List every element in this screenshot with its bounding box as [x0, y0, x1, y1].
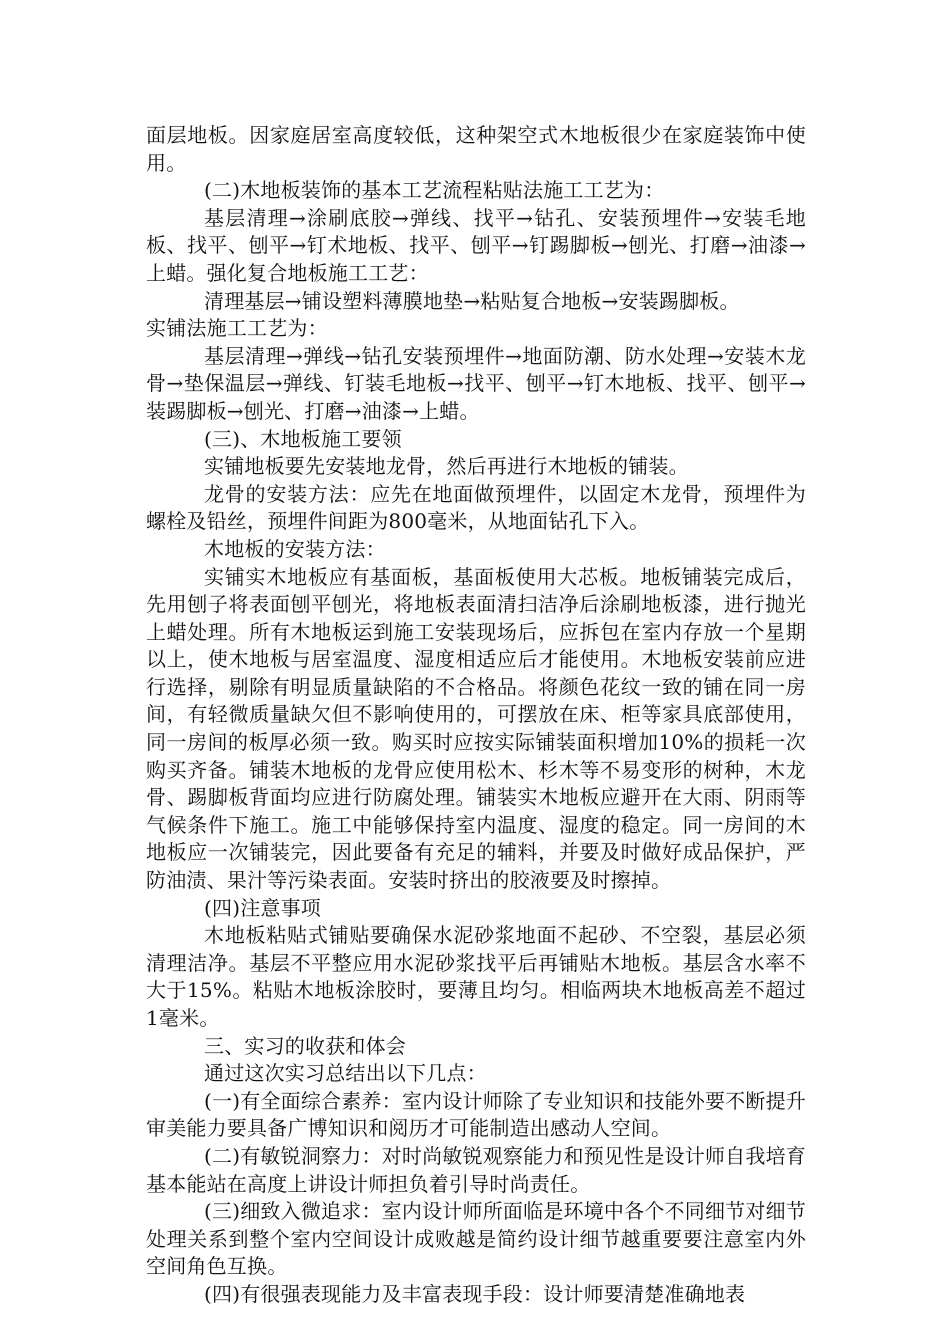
document-body: [146, 122, 806, 1309]
list-item: (三)细致入微追求：室内设计师所面临是环境中各个不同细节对细节处理关系到整个室内空间设计成败越是简约设计细节越重要要注意室内外空间角色互换。: [146, 1199, 806, 1279]
section-heading: (三)、木地板施工要领: [204, 426, 402, 451]
paragraph: 龙骨的安装方法：应先在地面做预埋件，以固定木龙骨，预埋件为螺栓及铅丝，预埋件间距为800毫米，从地面钻孔下入。: [146, 481, 806, 534]
list-item: (一)有全面综合素养：室内设计师除了专业知识和技能外要不断提升审美能力要具备广博知识和阅历才可能制造出感动人空间。: [146, 1088, 806, 1141]
paragraph: 木地板的安装方法：: [204, 536, 386, 561]
paragraph: 木地板粘贴式铺贴要确保水泥砂浆地面不起砂、不空裂，基层必须清理洁净。基层不平整应用水泥砂浆找平后再铺贴木地板。基层含水率不大于15%。粘贴木地板涂胶时，要薄且均匀。相临两块木地板高差不超过1毫米。: [146, 923, 806, 1030]
paragraph: 基层清理→弹线→钻孔安装预埋件→地面防潮、防水处理→安装木龙骨→垫保温层→弹线、钉装毛地板→找平、刨平→钉木地板、找平、刨平→装踢脚板→刨光、打磨→油漆→上蜡。: [146, 343, 806, 423]
paragraph: 实铺地板要先安装地龙骨，然后再进行木地板的铺装。: [204, 454, 689, 479]
list-item: (二)有敏锐洞察力：对时尚敏锐观察能力和预见性是设计师自我培育基本能站在高度上讲设计师担负着引导时尚责任。: [146, 1143, 806, 1196]
section-heading: (四)注意事项: [204, 895, 322, 920]
paragraph: 基层清理→涂刷底胶→弹线、找平→钻孔、安装预埋件→安装毛地板、找平、刨平→钉术地板、找平、刨平→钉踢脚板→刨光、打磨→油漆→上蜡。强化复合地板施工工艺：: [146, 205, 806, 285]
list-item: (四)有很强表现能力及丰富表现手段：设计师要清楚准确地表: [204, 1281, 746, 1306]
paragraph: (二)木地板装饰的基本工艺流程粘贴法施工工艺为：: [204, 178, 665, 203]
paragraph: 清理基层→铺设塑料薄膜地垫→粘贴复合地板→安装踢脚板。: [204, 288, 740, 313]
paragraph: 实铺实木地板应有基面板，基面板使用大芯板。地板铺装完成后，先用刨子将表面刨平刨光，将地板表面清扫洁净后涂刷地板漆，进行抛光上蜡处理。所有木地板运到施工安装现场后，应拆包在室内存放一个星期以上，使木地板与居室温度、湿度相适应后才能使用。木地板安装前应进行选择，剔除有明显质量缺陷的不合格品。将颜色花纹一致的铺在同一房间，有轻微质量缺欠但不影响使用的，可摆放在床、柜等家具底部使用，同一房间的板厚必须一致。购买时应按实际铺装面积增加10%的损耗一次购买齐备。铺装木地板的龙骨应使用松木、杉木等不易变形的树种，木龙骨、踢脚板背面均应进行防腐处理。铺装实木地板应避开在大雨、阴雨等气候条件下施工。施工中能够保持室内温度、湿度的稳定。同一房间的木地板应一次铺装完，因此要备有充足的辅料，并要及时做好成品保护，严防油渍、果汁等污染表面。安装时挤出的胶液要及时擦掉。: [146, 564, 806, 893]
paragraph: 实铺法施工工艺为：: [146, 316, 328, 341]
paragraph: 通过这次实习总结出以下几点：: [204, 1061, 487, 1086]
section-heading: 三、实习的收获和体会: [204, 1033, 406, 1058]
paragraph: 面层地板。因家庭居室高度较低，这种架空式木地板很少在家庭装饰中使用。: [146, 123, 806, 175]
